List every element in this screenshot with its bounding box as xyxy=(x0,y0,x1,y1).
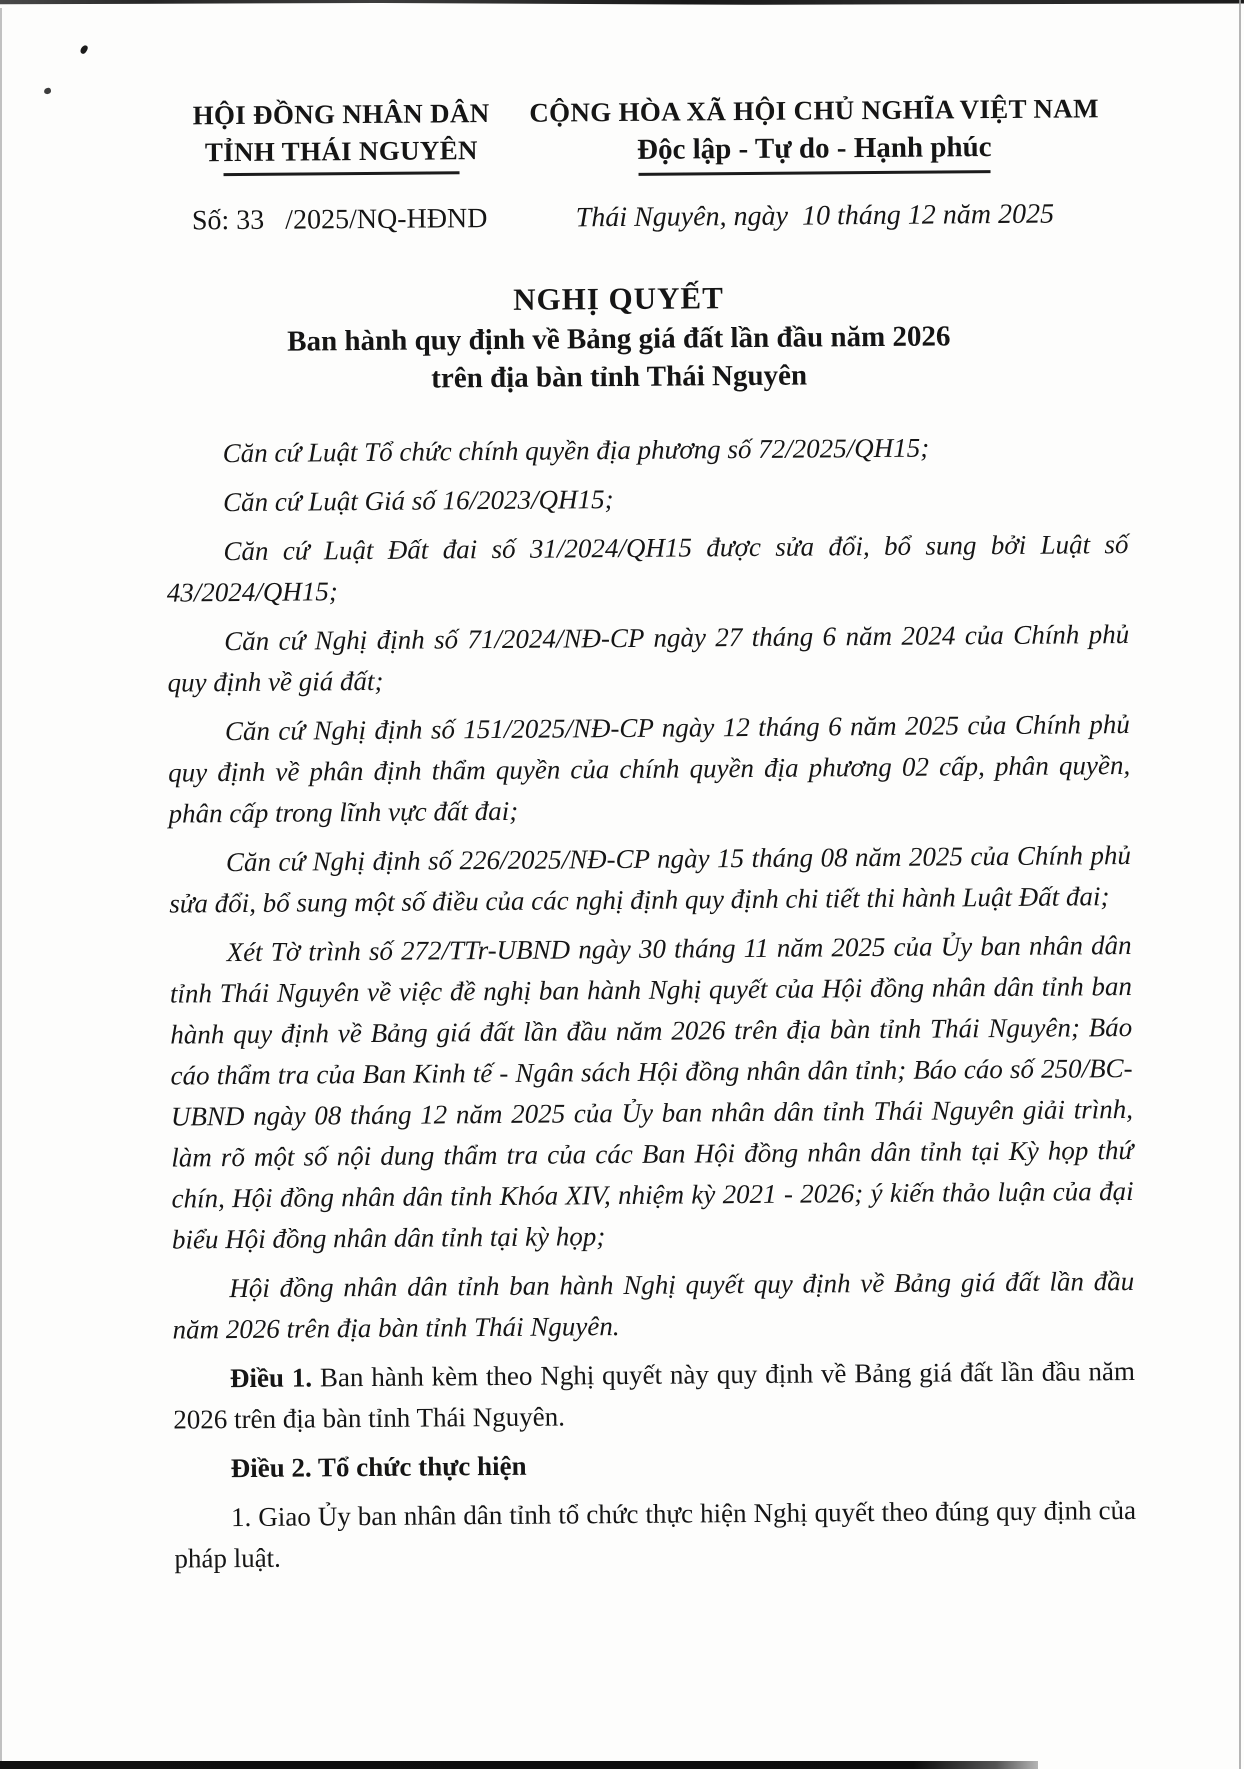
place-and-date: Thái Nguyên, ngày 10 tháng 12 năm 2025 xyxy=(575,198,1055,234)
preamble-paragraph: Căn cứ Nghị định số 71/2024/NĐ-CP ngày 27 tháng 6 năm 2024 của Chính phủ quy định về giá đất; xyxy=(167,619,1130,698)
clause-paragraph: 1. Giao Ủy ban nhân dân tỉnh tổ chức thực hiện Nghị quyết theo đúng quy định của pháp luật. xyxy=(174,1494,1137,1574)
preamble-paragraph: Xét Tờ trình số 272/TTr-UBND ngày 30 tháng 11 năm 2025 của Ủy ban nhân dân tỉnh Thái Nguyên về việc đề nghị ban hành Nghị quyết của Hội đồng nhân dân tỉnh ban hành quy định về Bảng giá đất lần đầu năm 2026 trên địa bàn tỉnh Thái Nguyên; Báo cáo thẩm tra của Ban Kinh tế - Ngân sách Hội đồng nhân dân tỉnh; Báo cáo số 250/BC-UBND ngày 08 tháng 12 năm 2025 của Ủy ban nhân dân tỉnh Thái Nguyên giải trình, làm rõ một số nội dung thẩm tra của các Ban Hội đồng nhân dân tỉnh tại Kỳ họp thứ chín, Hội đồng nhân dân tỉnh Khóa XIV, nhiệm kỳ 2021 - 2026; ý kiến thảo luận của đại biểu Hội đồng nhân dân tỉnh tại kỳ họp; xyxy=(169,930,1134,1255)
article-2-label: Điều 2. xyxy=(230,1452,312,1484)
issuing-authority-line2: TỈNH THÁI NGUYÊN xyxy=(204,135,478,168)
document-number: Số: 33 /2025/NQ-HĐND xyxy=(191,203,488,237)
issuing-authority-line1: HỘI ĐỒNG NHÂN DÂN xyxy=(192,98,490,131)
issuing-authority-block xyxy=(191,95,492,179)
article-2-title: Tổ chức thực hiện xyxy=(311,1450,527,1483)
preamble-paragraph: Căn cứ Luật Giá số 16/2023/QH15; xyxy=(222,484,614,518)
article-1-text: Ban hành kèm theo Nghị quyết này quy định về Bảng giá đất lần đầu năm 2026 trên địa bàn tỉnh Thái Nguyên. xyxy=(173,1355,1136,1435)
preamble-paragraph: Căn cứ Luật Tổ chức chính quyền địa phương số 72/2025/QH15; xyxy=(222,432,930,469)
preamble-section xyxy=(166,426,1135,1351)
document-subtitle-line2: trên địa bàn tỉnh Thái Nguyên xyxy=(431,359,808,395)
document-type-title: NGHỊ QUYẾT xyxy=(513,280,724,317)
document-meta-row xyxy=(0,171,1240,241)
national-name-line: CỘNG HÒA XÃ HỘI CHỦ NGHĨA VIỆT NAM xyxy=(529,93,1099,128)
preamble-paragraph: Căn cứ Nghị định số 151/2025/NĐ-CP ngày 12 tháng 6 năm 2025 của Chính phủ quy định về phân định thẩm quyền của chính quyền địa phương 02 cấp, phân quyền, phân cấp trong lĩnh vực đất đai; xyxy=(168,709,1131,829)
issuing-authority-underline xyxy=(224,171,460,176)
preamble-paragraph: Hội đồng nhân dân tỉnh ban hành Nghị quyết quy định về Bảng giá đất lần đầu năm 2026 trên địa bàn tỉnh Thái Nguyên. xyxy=(172,1265,1135,1345)
national-motto-block xyxy=(529,90,1100,176)
preamble-paragraph: Căn cứ Luật Đất đai số 31/2024/QH15 được sửa đổi, bổ sung bởi Luật số 43/2024/QH15; xyxy=(166,529,1129,608)
article-1-label: Điều 1. xyxy=(229,1362,313,1394)
document-title-block xyxy=(0,273,1241,401)
national-motto-line: Độc lập - Tự do - Hạnh phúc xyxy=(636,131,992,166)
article-2-heading xyxy=(174,1441,1136,1490)
article-1-paragraph xyxy=(173,1351,1136,1441)
preamble-paragraph: Căn cứ Nghị định số 226/2025/NĐ-CP ngày 15 tháng 08 năm 2025 của Chính phủ sửa đổi, bổ sung một số điều của các nghị định quy định chi tiết thi hành Luật Đất đai; xyxy=(169,840,1132,919)
document-header xyxy=(0,0,1240,181)
document-body xyxy=(166,426,1137,1580)
document-subtitle-line1: Ban hành quy định về Bảng giá đất lần đầu năm 2026 xyxy=(287,320,951,358)
